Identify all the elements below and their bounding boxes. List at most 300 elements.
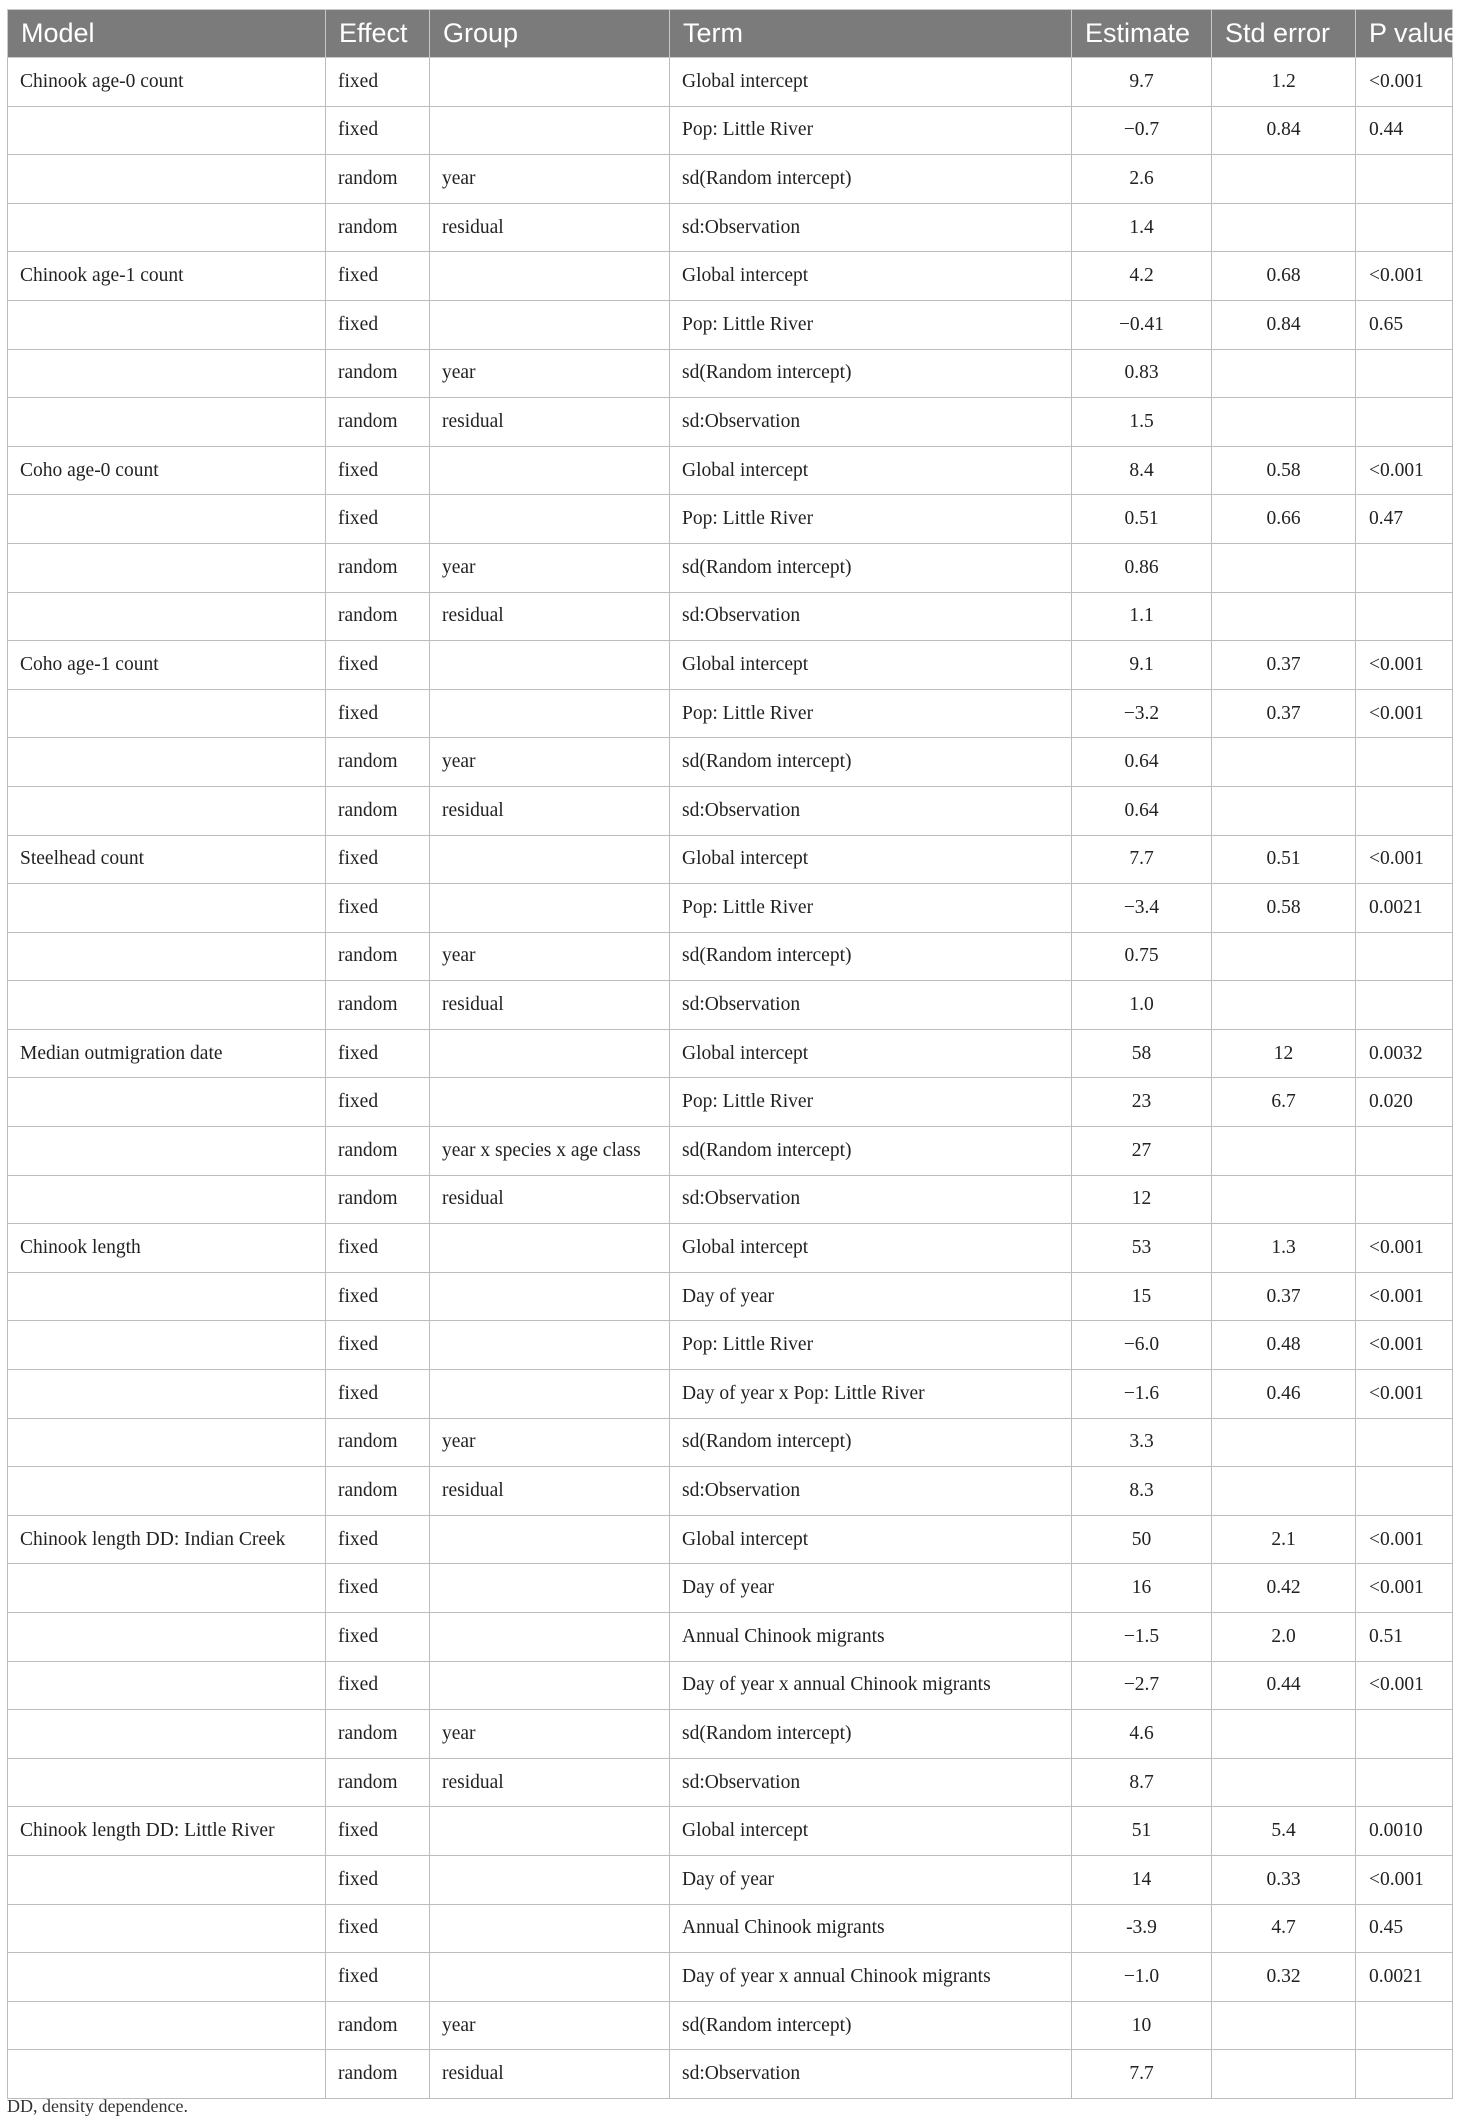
- effect-cell: random: [326, 1175, 430, 1224]
- p-value-cell: <0.001: [1356, 252, 1453, 301]
- model-cell: [8, 398, 326, 447]
- estimate-cell: 4.2: [1072, 252, 1212, 301]
- group-cell: [430, 1078, 670, 1127]
- estimate-cell: 9.1: [1072, 641, 1212, 690]
- table-row: [8, 932, 1453, 981]
- p-value-cell: 0.45: [1356, 1904, 1453, 1953]
- model-cell: [8, 300, 326, 349]
- std-error-cell: [1212, 1710, 1356, 1759]
- std-error-cell: [1212, 2001, 1356, 2050]
- std-error-cell: 5.4: [1212, 1807, 1356, 1856]
- effect-cell: fixed: [326, 1078, 430, 1127]
- term-cell: sd:Observation: [670, 1758, 1072, 1807]
- table-row: [8, 1029, 1453, 1078]
- table-row: [8, 2001, 1453, 2050]
- term-cell: sd(Random intercept): [670, 738, 1072, 787]
- term-cell: sd(Random intercept): [670, 1710, 1072, 1759]
- term-cell: sd(Random intercept): [670, 1418, 1072, 1467]
- p-value-cell: [1356, 398, 1453, 447]
- p-value-cell: [1356, 543, 1453, 592]
- group-cell: residual: [430, 592, 670, 641]
- effect-cell: random: [326, 981, 430, 1030]
- effect-cell: fixed: [326, 884, 430, 933]
- model-cell: [8, 1904, 326, 1953]
- effect-cell: fixed: [326, 300, 430, 349]
- group-cell: [430, 106, 670, 155]
- term-cell: sd(Random intercept): [670, 1127, 1072, 1176]
- std-error-cell: [1212, 1175, 1356, 1224]
- estimate-cell: 7.7: [1072, 835, 1212, 884]
- term-cell: Day of year x annual Chinook migrants: [670, 1953, 1072, 2002]
- p-value-cell: <0.001: [1356, 446, 1453, 495]
- table-row: [8, 884, 1453, 933]
- group-cell: [430, 58, 670, 107]
- std-error-cell: 1.2: [1212, 58, 1356, 107]
- group-cell: [430, 1613, 670, 1662]
- term-cell: sd:Observation: [670, 1175, 1072, 1224]
- group-cell: [430, 1953, 670, 2002]
- table-body: [8, 58, 1453, 2099]
- std-error-cell: 0.42: [1212, 1564, 1356, 1613]
- term-cell: Global intercept: [670, 1224, 1072, 1273]
- std-error-cell: 0.68: [1212, 252, 1356, 301]
- effect-cell: fixed: [326, 1515, 430, 1564]
- term-cell: Global intercept: [670, 252, 1072, 301]
- group-cell: [430, 1515, 670, 1564]
- effect-cell: random: [326, 155, 430, 204]
- p-value-cell: [1356, 2001, 1453, 2050]
- model-cell: [8, 884, 326, 933]
- group-cell: residual: [430, 1758, 670, 1807]
- effect-cell: random: [326, 786, 430, 835]
- estimate-cell: 9.7: [1072, 58, 1212, 107]
- effect-cell: random: [326, 349, 430, 398]
- effect-cell: fixed: [326, 1321, 430, 1370]
- model-cell: [8, 1661, 326, 1710]
- term-cell: Global intercept: [670, 835, 1072, 884]
- header-model: Model: [8, 10, 326, 58]
- table-row: [8, 446, 1453, 495]
- model-cell: [8, 1370, 326, 1419]
- model-cell: [8, 106, 326, 155]
- model-cell: [8, 1078, 326, 1127]
- p-value-cell: [1356, 592, 1453, 641]
- std-error-cell: 2.1: [1212, 1515, 1356, 1564]
- table-row: [8, 1807, 1453, 1856]
- model-cell: [8, 1613, 326, 1662]
- term-cell: sd:Observation: [670, 2050, 1072, 2099]
- table-row: [8, 1661, 1453, 1710]
- std-error-cell: 0.44: [1212, 1661, 1356, 1710]
- effect-cell: random: [326, 398, 430, 447]
- table-row: [8, 1467, 1453, 1516]
- group-cell: year: [430, 349, 670, 398]
- table-row: [8, 349, 1453, 398]
- p-value-cell: [1356, 981, 1453, 1030]
- estimate-cell: 0.51: [1072, 495, 1212, 544]
- term-cell: sd:Observation: [670, 592, 1072, 641]
- table-row: [8, 835, 1453, 884]
- effect-cell: fixed: [326, 1272, 430, 1321]
- effect-cell: random: [326, 932, 430, 981]
- effect-cell: fixed: [326, 1855, 430, 1904]
- term-cell: Global intercept: [670, 58, 1072, 107]
- estimate-cell: 0.75: [1072, 932, 1212, 981]
- std-error-cell: [1212, 1467, 1356, 1516]
- model-cell: Steelhead count: [8, 835, 326, 884]
- table-row: [8, 1272, 1453, 1321]
- std-error-cell: 0.37: [1212, 1272, 1356, 1321]
- estimate-cell: 1.1: [1072, 592, 1212, 641]
- p-value-cell: <0.001: [1356, 641, 1453, 690]
- p-value-cell: <0.001: [1356, 689, 1453, 738]
- model-cell: [8, 1710, 326, 1759]
- std-error-cell: [1212, 1418, 1356, 1467]
- estimate-cell: −1.6: [1072, 1370, 1212, 1419]
- effect-cell: fixed: [326, 1613, 430, 1662]
- p-value-cell: <0.001: [1356, 1321, 1453, 1370]
- group-cell: [430, 1029, 670, 1078]
- term-cell: sd:Observation: [670, 398, 1072, 447]
- std-error-cell: [1212, 203, 1356, 252]
- estimate-cell: −6.0: [1072, 1321, 1212, 1370]
- effect-cell: fixed: [326, 1370, 430, 1419]
- term-cell: Pop: Little River: [670, 1321, 1072, 1370]
- std-error-cell: 0.66: [1212, 495, 1356, 544]
- group-cell: [430, 300, 670, 349]
- p-value-cell: [1356, 1710, 1453, 1759]
- model-cell: Median outmigration date: [8, 1029, 326, 1078]
- std-error-cell: [1212, 1127, 1356, 1176]
- model-cell: [8, 786, 326, 835]
- effect-cell: fixed: [326, 689, 430, 738]
- estimate-cell: 23: [1072, 1078, 1212, 1127]
- term-cell: Day of year: [670, 1855, 1072, 1904]
- std-error-cell: 0.58: [1212, 884, 1356, 933]
- table-row: [8, 738, 1453, 787]
- model-cell: [8, 1953, 326, 2002]
- std-error-cell: 0.37: [1212, 641, 1356, 690]
- estimate-cell: 10: [1072, 2001, 1212, 2050]
- table-row: [8, 1855, 1453, 1904]
- estimate-cell: −0.7: [1072, 106, 1212, 155]
- table-row: [8, 1758, 1453, 1807]
- effect-cell: fixed: [326, 252, 430, 301]
- header-p-value: P value-: [1356, 10, 1453, 58]
- model-cell: [8, 203, 326, 252]
- std-error-cell: 1.3: [1212, 1224, 1356, 1273]
- p-value-cell: [1356, 1758, 1453, 1807]
- std-error-cell: 0.37: [1212, 689, 1356, 738]
- header-row: [8, 10, 1453, 58]
- std-error-cell: [1212, 155, 1356, 204]
- model-cell: [8, 592, 326, 641]
- table-row: [8, 300, 1453, 349]
- std-error-cell: 0.48: [1212, 1321, 1356, 1370]
- group-cell: residual: [430, 1175, 670, 1224]
- estimate-cell: 8.7: [1072, 1758, 1212, 1807]
- group-cell: year: [430, 1710, 670, 1759]
- estimate-cell: 51: [1072, 1807, 1212, 1856]
- std-error-cell: 0.46: [1212, 1370, 1356, 1419]
- term-cell: Pop: Little River: [670, 689, 1072, 738]
- model-cell: Chinook length DD: Little River: [8, 1807, 326, 1856]
- table-footnote: DD, density dependence.: [7, 2096, 188, 2116]
- table-row: [8, 592, 1453, 641]
- estimate-cell: 16: [1072, 1564, 1212, 1613]
- header-effect: Effect: [326, 10, 430, 58]
- term-cell: sd(Random intercept): [670, 155, 1072, 204]
- p-value-cell: 0.0010: [1356, 1807, 1453, 1856]
- group-cell: [430, 1807, 670, 1856]
- estimate-cell: 0.83: [1072, 349, 1212, 398]
- group-cell: [430, 495, 670, 544]
- model-cell: [8, 981, 326, 1030]
- group-cell: [430, 1370, 670, 1419]
- estimate-cell: −1.5: [1072, 1613, 1212, 1662]
- std-error-cell: 0.84: [1212, 300, 1356, 349]
- estimate-cell: 0.86: [1072, 543, 1212, 592]
- p-value-cell: [1356, 155, 1453, 204]
- term-cell: Day of year: [670, 1272, 1072, 1321]
- effect-cell: fixed: [326, 1807, 430, 1856]
- model-cell: [8, 689, 326, 738]
- effect-cell: fixed: [326, 446, 430, 495]
- group-cell: residual: [430, 981, 670, 1030]
- estimate-cell: −1.0: [1072, 1953, 1212, 2002]
- group-cell: [430, 1855, 670, 1904]
- effect-cell: random: [326, 2050, 430, 2099]
- group-cell: [430, 1661, 670, 1710]
- model-cell: [8, 1272, 326, 1321]
- header-std-error: Std error: [1212, 10, 1356, 58]
- header-estimate: Estimate: [1072, 10, 1212, 58]
- p-value-cell: 0.0021: [1356, 884, 1453, 933]
- estimate-cell: 1.5: [1072, 398, 1212, 447]
- std-error-cell: [1212, 738, 1356, 787]
- p-value-cell: <0.001: [1356, 1661, 1453, 1710]
- term-cell: Pop: Little River: [670, 106, 1072, 155]
- table-row: [8, 252, 1453, 301]
- term-cell: Pop: Little River: [670, 884, 1072, 933]
- model-cell: [8, 1321, 326, 1370]
- p-value-cell: <0.001: [1356, 1272, 1453, 1321]
- group-cell: [430, 641, 670, 690]
- group-cell: [430, 835, 670, 884]
- table-row: [8, 1224, 1453, 1273]
- std-error-cell: [1212, 786, 1356, 835]
- group-cell: [430, 252, 670, 301]
- p-value-cell: 0.51: [1356, 1613, 1453, 1662]
- effect-cell: random: [326, 203, 430, 252]
- table-row: [8, 155, 1453, 204]
- table-row: [8, 1564, 1453, 1613]
- p-value-cell: 0.0032: [1356, 1029, 1453, 1078]
- model-cell: [8, 1564, 326, 1613]
- std-error-cell: [1212, 2050, 1356, 2099]
- effect-cell: fixed: [326, 835, 430, 884]
- group-cell: [430, 1564, 670, 1613]
- term-cell: Day of year: [670, 1564, 1072, 1613]
- model-cell: Chinook length DD: Indian Creek: [8, 1515, 326, 1564]
- estimate-cell: 0.64: [1072, 786, 1212, 835]
- term-cell: Pop: Little River: [670, 495, 1072, 544]
- model-cell: [8, 738, 326, 787]
- model-cell: Chinook age-1 count: [8, 252, 326, 301]
- group-cell: residual: [430, 203, 670, 252]
- estimate-cell: 1.4: [1072, 203, 1212, 252]
- model-cell: [8, 1758, 326, 1807]
- header-term: Term: [670, 10, 1072, 58]
- p-value-cell: 0.0021: [1356, 1953, 1453, 2002]
- table-row: [8, 1515, 1453, 1564]
- model-cell: [8, 1127, 326, 1176]
- group-cell: year x species x age class: [430, 1127, 670, 1176]
- estimate-cell: −0.41: [1072, 300, 1212, 349]
- table-row: [8, 1321, 1453, 1370]
- term-cell: Day of year x annual Chinook migrants: [670, 1661, 1072, 1710]
- estimate-cell: 3.3: [1072, 1418, 1212, 1467]
- term-cell: sd:Observation: [670, 786, 1072, 835]
- model-cell: [8, 1467, 326, 1516]
- effect-cell: fixed: [326, 1661, 430, 1710]
- group-cell: year: [430, 2001, 670, 2050]
- table-row: [8, 981, 1453, 1030]
- group-cell: residual: [430, 398, 670, 447]
- estimate-cell: 14: [1072, 1855, 1212, 1904]
- table-row: [8, 106, 1453, 155]
- model-cell: Chinook length: [8, 1224, 326, 1273]
- std-error-cell: 12: [1212, 1029, 1356, 1078]
- std-error-cell: [1212, 592, 1356, 641]
- term-cell: Global intercept: [670, 446, 1072, 495]
- table-row: [8, 203, 1453, 252]
- term-cell: Pop: Little River: [670, 1078, 1072, 1127]
- effect-cell: random: [326, 1127, 430, 1176]
- p-value-cell: <0.001: [1356, 1564, 1453, 1613]
- table-row: [8, 1953, 1453, 2002]
- std-error-cell: [1212, 981, 1356, 1030]
- group-cell: [430, 689, 670, 738]
- p-value-cell: <0.001: [1356, 1855, 1453, 1904]
- group-cell: [430, 1321, 670, 1370]
- estimate-cell: 15: [1072, 1272, 1212, 1321]
- term-cell: sd(Random intercept): [670, 2001, 1072, 2050]
- std-error-cell: 0.84: [1212, 106, 1356, 155]
- p-value-cell: <0.001: [1356, 58, 1453, 107]
- p-value-cell: <0.001: [1356, 1515, 1453, 1564]
- results-table: [7, 9, 1468, 2099]
- p-value-cell: [1356, 738, 1453, 787]
- effect-cell: random: [326, 2001, 430, 2050]
- table-row: [8, 641, 1453, 690]
- std-error-cell: [1212, 932, 1356, 981]
- term-cell: Global intercept: [670, 641, 1072, 690]
- effect-cell: fixed: [326, 106, 430, 155]
- std-error-cell: [1212, 349, 1356, 398]
- std-error-cell: [1212, 1758, 1356, 1807]
- table-row: [8, 398, 1453, 447]
- effect-cell: fixed: [326, 495, 430, 544]
- table-row: [8, 1710, 1453, 1759]
- estimate-cell: 50: [1072, 1515, 1212, 1564]
- estimate-cell: 27: [1072, 1127, 1212, 1176]
- effect-cell: fixed: [326, 1224, 430, 1273]
- effect-cell: fixed: [326, 1564, 430, 1613]
- effect-cell: random: [326, 1418, 430, 1467]
- p-value-cell: [1356, 1467, 1453, 1516]
- group-cell: [430, 1904, 670, 1953]
- term-cell: Global intercept: [670, 1029, 1072, 1078]
- model-cell: [8, 932, 326, 981]
- estimate-cell: 53: [1072, 1224, 1212, 1273]
- p-value-cell: [1356, 1127, 1453, 1176]
- std-error-cell: 4.7: [1212, 1904, 1356, 1953]
- table-row: [8, 1904, 1453, 1953]
- group-cell: [430, 1272, 670, 1321]
- estimate-cell: 8.4: [1072, 446, 1212, 495]
- term-cell: sd:Observation: [670, 203, 1072, 252]
- effect-cell: fixed: [326, 641, 430, 690]
- estimate-cell: 1.0: [1072, 981, 1212, 1030]
- p-value-cell: <0.001: [1356, 1370, 1453, 1419]
- p-value-cell: <0.001: [1356, 1224, 1453, 1273]
- p-value-cell: [1356, 203, 1453, 252]
- std-error-cell: 6.7: [1212, 1078, 1356, 1127]
- table-row: [8, 2050, 1453, 2099]
- term-cell: sd:Observation: [670, 1467, 1072, 1516]
- effect-cell: random: [326, 1467, 430, 1516]
- p-value-cell: [1356, 1175, 1453, 1224]
- p-value-cell: 0.020: [1356, 1078, 1453, 1127]
- std-error-cell: 0.58: [1212, 446, 1356, 495]
- model-cell: Coho age-0 count: [8, 446, 326, 495]
- group-cell: [430, 1224, 670, 1273]
- p-value-cell: [1356, 349, 1453, 398]
- group-cell: residual: [430, 2050, 670, 2099]
- header-group: Group: [430, 10, 670, 58]
- table-row: [8, 786, 1453, 835]
- estimate-cell: −3.4: [1072, 884, 1212, 933]
- p-value-cell: [1356, 786, 1453, 835]
- effect-cell: random: [326, 1710, 430, 1759]
- table-row: [8, 1175, 1453, 1224]
- model-cell: [8, 1855, 326, 1904]
- group-cell: year: [430, 738, 670, 787]
- model-cell: [8, 495, 326, 544]
- effect-cell: fixed: [326, 58, 430, 107]
- estimate-cell: 2.6: [1072, 155, 1212, 204]
- table-row: [8, 1078, 1453, 1127]
- effect-cell: fixed: [326, 1904, 430, 1953]
- p-value-cell: [1356, 932, 1453, 981]
- std-error-cell: 0.32: [1212, 1953, 1356, 2002]
- term-cell: sd(Random intercept): [670, 349, 1072, 398]
- std-error-cell: 0.33: [1212, 1855, 1356, 1904]
- estimate-cell: −2.7: [1072, 1661, 1212, 1710]
- estimate-cell: 58: [1072, 1029, 1212, 1078]
- std-error-cell: [1212, 398, 1356, 447]
- group-cell: [430, 884, 670, 933]
- p-value-cell: 0.65: [1356, 300, 1453, 349]
- table-row: [8, 689, 1453, 738]
- estimate-cell: −3.2: [1072, 689, 1212, 738]
- std-error-cell: [1212, 543, 1356, 592]
- group-cell: year: [430, 543, 670, 592]
- table-row: [8, 1613, 1453, 1662]
- term-cell: Annual Chinook migrants: [670, 1613, 1072, 1662]
- model-cell: [8, 2050, 326, 2099]
